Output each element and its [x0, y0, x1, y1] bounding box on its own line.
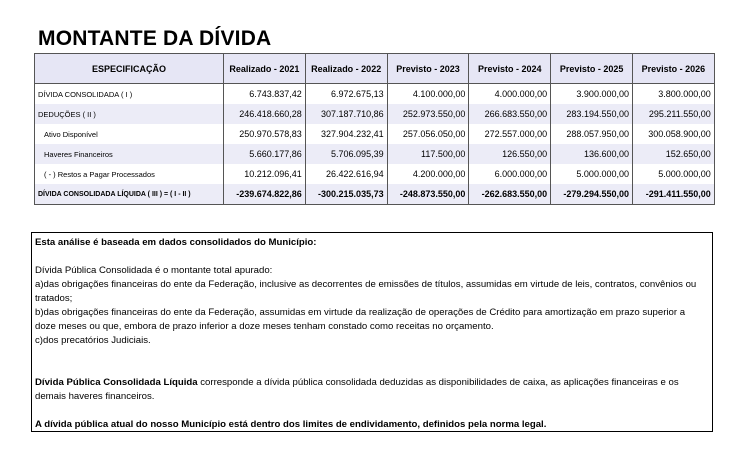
table-row	[35, 164, 715, 184]
table-cell: 4.200.000,00	[387, 164, 469, 184]
row-label: Ativo Disponível	[35, 124, 224, 144]
page-title: MONTANTE DA DÍVIDA	[38, 27, 272, 50]
table-cell: 295.211.550,00	[632, 104, 714, 124]
table-cell: 300.058.900,00	[632, 124, 714, 144]
table-cell: 272.557.000,00	[469, 124, 551, 144]
table-row	[35, 124, 715, 144]
table-cell: 10.212.096,41	[224, 164, 306, 184]
analysis-liquid-paragraph	[35, 376, 708, 404]
table-cell: 6.743.837,42	[224, 84, 306, 105]
analysis-conclusion: A dívida pública atual do nosso Município está dentro dos limites de endividamento, definidos pela norma legal.	[35, 419, 547, 430]
table-cell: 266.683.550,00	[469, 104, 551, 124]
header-previsto-2024: Previsto - 2024	[469, 54, 551, 84]
liquid-text: corresponde a dívida pública consolidada deduzidas as disponibilidades de caixa, as aplicações financeiras e os demais haveres financeiros.	[35, 377, 679, 402]
debt-table	[34, 53, 715, 205]
liquid-term: Dívida Pública Consolidada Líquida	[35, 377, 198, 388]
table-cell: 26.422.616,94	[305, 164, 387, 184]
table-cell: -248.873.550,00	[387, 184, 469, 205]
header-previsto-2025: Previsto - 2025	[551, 54, 633, 84]
header-realizado-2022: Realizado - 2022	[305, 54, 387, 84]
table-cell: 126.550,00	[469, 144, 551, 164]
row-label: ( - ) Restos a Pagar Processados	[35, 164, 224, 184]
row-label: DEDUÇÕES ( II )	[35, 104, 224, 124]
table-cell: 4.100.000,00	[387, 84, 469, 105]
table-cell: -239.674.822,86	[224, 184, 306, 205]
table-header-row	[35, 54, 715, 84]
table-cell: 252.973.550,00	[387, 104, 469, 124]
table-cell: 136.600,00	[551, 144, 633, 164]
analysis-heading: Esta análise é baseada em dados consolidados do Município:	[35, 237, 317, 248]
table-cell: 307.187.710,86	[305, 104, 387, 124]
table-cell: 250.970.578,83	[224, 124, 306, 144]
table-cell: 4.000.000,00	[469, 84, 551, 105]
table-cell: 117.500,00	[387, 144, 469, 164]
table-cell: -300.215.035,73	[305, 184, 387, 205]
analysis-intro: Dívida Pública Consolidada é o montante total apurado:	[35, 265, 273, 276]
table-cell: 246.418.660,28	[224, 104, 306, 124]
table-cell: 152.650,00	[632, 144, 714, 164]
table-cell: 5.000.000,00	[632, 164, 714, 184]
table-cell: 6.000.000,00	[469, 164, 551, 184]
header-previsto-2026: Previsto - 2026	[632, 54, 714, 84]
table-cell: -262.683.550,00	[469, 184, 551, 205]
table-row	[35, 84, 715, 105]
table-row	[35, 104, 715, 124]
analysis-item-a: a)das obrigações financeiras do ente da Federação, inclusive as decorrentes de emissões de títulos, assumidas em virtude de leis, contratos, convênios ou tratados;	[35, 279, 697, 304]
table-cell: 3.900.000,00	[551, 84, 633, 105]
table-row	[35, 144, 715, 164]
header-realizado-2021: Realizado - 2021	[224, 54, 306, 84]
table-row-total	[35, 184, 715, 205]
header-previsto-2023: Previsto - 2023	[387, 54, 469, 84]
table-cell: 3.800.000,00	[632, 84, 714, 105]
table-cell: 283.194.550,00	[551, 104, 633, 124]
table-cell: -291.411.550,00	[632, 184, 714, 205]
row-label: Haveres Financeiros	[35, 144, 224, 164]
analysis-item-b: b)das obrigações financeiras do ente da Federação, assumidas em virtude da realização de operações de Crédito para amortização em prazo superior a doze meses ou que, embora de prazo inferior a doze meses tenham constado como receitas no orçamento.	[35, 307, 686, 332]
analysis-item-c: c)dos precatórios Judiciais.	[35, 335, 151, 346]
analysis-box	[31, 232, 713, 432]
row-label: DÍVIDA CONSOLIDADA ( I )	[35, 84, 224, 105]
table-cell: 327.904.232,41	[305, 124, 387, 144]
table-cell: 5.660.177,86	[224, 144, 306, 164]
header-especificacao: ESPECIFICAÇÃO	[35, 54, 224, 84]
row-label: DÍVIDA CONSOLIDADA LÍQUIDA ( III ) = ( I - II )	[35, 184, 224, 205]
table-cell: -279.294.550,00	[551, 184, 633, 205]
table-cell: 5.706.095,39	[305, 144, 387, 164]
table-cell: 288.057.950,00	[551, 124, 633, 144]
table-cell: 257.056.050,00	[387, 124, 469, 144]
table-cell: 6.972.675,13	[305, 84, 387, 105]
table-cell: 5.000.000,00	[551, 164, 633, 184]
